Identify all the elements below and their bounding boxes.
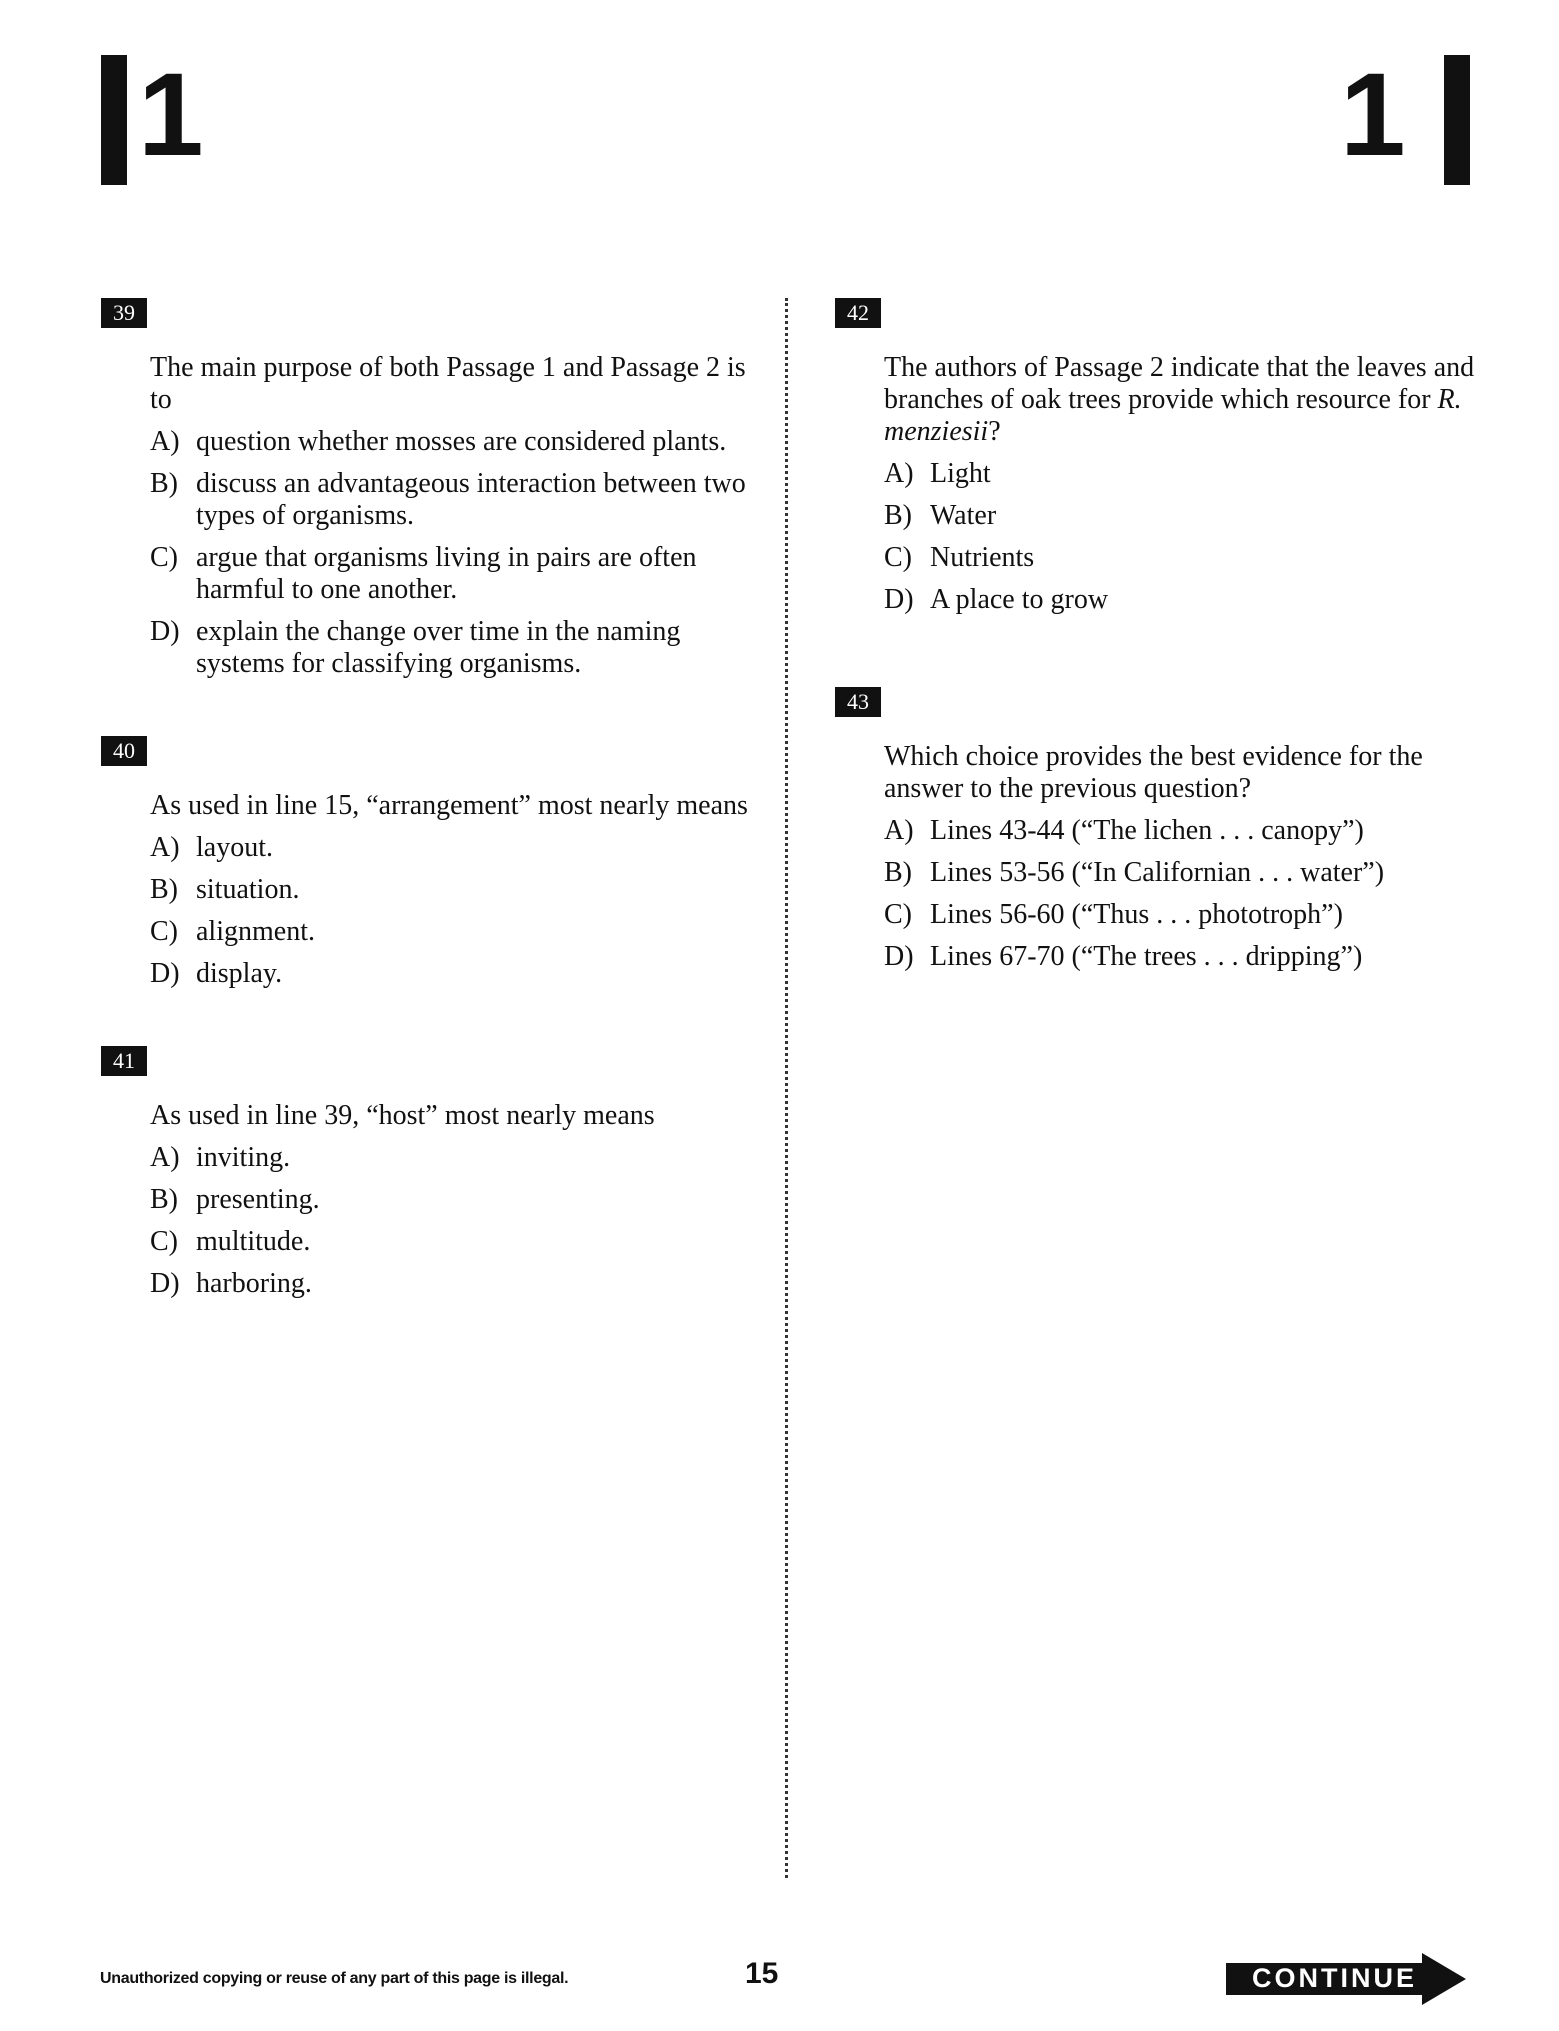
choice-text: Lines 53-56 (“In Californian . . . water”)	[930, 857, 1385, 888]
section-number-left: 1	[138, 49, 204, 181]
answer-choice-b[interactable]	[150, 468, 760, 532]
question-40	[101, 736, 790, 1000]
answer-choices	[884, 458, 1494, 616]
choice-text: Lines 67-70 (“The trees . . . dripping”)	[930, 941, 1363, 972]
choice-text: discuss an advantageous interaction between two types of organisms.	[196, 468, 746, 531]
choice-text: Nutrients	[930, 542, 1035, 573]
answer-choice-a[interactable]	[150, 832, 760, 864]
answer-choice-a[interactable]	[150, 1142, 760, 1174]
choice-letter: D)	[150, 1268, 180, 1299]
answer-choice-d[interactable]	[884, 941, 1494, 973]
choice-letter: B)	[150, 874, 178, 905]
answer-choice-c[interactable]	[150, 916, 760, 948]
answer-choices	[884, 815, 1494, 973]
choice-letter: B)	[150, 1184, 178, 1215]
choice-text: multitude.	[196, 1226, 311, 1257]
answer-choice-c[interactable]	[150, 542, 760, 606]
choice-letter: B)	[150, 468, 178, 499]
section-marker-bar-left	[101, 55, 127, 185]
question-number-badge: 42	[835, 298, 881, 328]
answer-choice-c[interactable]	[150, 1226, 760, 1258]
choice-letter: C)	[150, 916, 178, 947]
species-name: R. menziesii	[884, 384, 1462, 447]
answer-choice-c[interactable]	[884, 542, 1494, 574]
answer-choice-b[interactable]	[150, 874, 760, 906]
choice-letter: A)	[150, 1142, 180, 1173]
choice-letter: D)	[150, 616, 180, 647]
question-39	[101, 298, 760, 690]
answer-choice-b[interactable]	[150, 1184, 760, 1216]
choice-letter: C)	[150, 1226, 178, 1257]
stem-text-end: ?	[988, 416, 1001, 447]
question-stem: The main purpose of both Passage 1 and Passage 2 is to	[150, 352, 746, 415]
answer-choices	[150, 1142, 760, 1300]
answer-choice-d[interactable]	[884, 584, 1494, 616]
answer-choice-d[interactable]	[150, 958, 760, 990]
answer-choice-b[interactable]	[884, 857, 1494, 889]
choice-text: harboring.	[196, 1268, 312, 1299]
section-marker-bar-right	[1444, 55, 1470, 185]
choice-text: Water	[930, 500, 997, 531]
choice-text: presenting.	[196, 1184, 320, 1215]
choice-letter: D)	[884, 584, 914, 615]
choice-letter: A)	[884, 815, 914, 846]
question-41	[101, 1046, 760, 1310]
answer-choice-d[interactable]	[150, 1268, 760, 1300]
choice-text: Lines 43-44 (“The lichen . . . canopy”)	[930, 815, 1364, 846]
question-number-badge: 43	[835, 687, 881, 717]
choice-text: inviting.	[196, 1142, 291, 1173]
answer-choice-c[interactable]	[884, 899, 1494, 931]
answer-choices	[150, 426, 760, 680]
choice-letter: D)	[150, 958, 180, 989]
choice-letter: A)	[150, 832, 180, 863]
page-number: 15	[745, 1957, 779, 1990]
choice-letter: B)	[884, 500, 912, 531]
choice-text: alignment.	[196, 916, 315, 947]
choice-text: A place to grow	[930, 584, 1109, 615]
copyright-notice: Unauthorized copying or reuse of any part of this page is illegal.	[100, 1970, 569, 1987]
choice-letter: C)	[150, 542, 178, 573]
answer-choice-a[interactable]	[884, 458, 1494, 490]
answer-choice-d[interactable]	[150, 616, 760, 680]
question-number-badge: 39	[101, 298, 147, 328]
choice-letter: A)	[150, 426, 180, 457]
question-42	[835, 298, 1494, 626]
choice-letter: D)	[884, 941, 914, 972]
question-number-badge: 41	[101, 1046, 147, 1076]
choice-text: Light	[930, 458, 991, 489]
question-stem: As used in line 39, “host” most nearly means	[150, 1100, 655, 1131]
question-stem: Which choice provides the best evidence for the answer to the previous question?	[884, 741, 1423, 804]
stem-text: The authors of Passage 2 indicate that the leaves and branches of oak trees provide which resource for	[884, 352, 1475, 415]
continue-label: CONTINUE	[1252, 1963, 1417, 1993]
question-number-badge: 40	[101, 736, 147, 766]
choice-text: Lines 56-60 (“Thus . . . phototroph”)	[930, 899, 1343, 930]
answer-choice-b[interactable]	[884, 500, 1494, 532]
choice-text: explain the change over time in the naming systems for classifying organisms.	[196, 616, 681, 679]
continue-button[interactable]	[1226, 1953, 1468, 2005]
choice-letter: C)	[884, 899, 912, 930]
question-stem: As used in line 15, “arrangement” most nearly means	[150, 790, 748, 821]
answer-choice-a[interactable]	[884, 815, 1494, 847]
column-divider	[785, 298, 788, 1878]
choice-text: question whether mosses are considered plants.	[196, 426, 727, 457]
choice-text: argue that organisms living in pairs are often harmful to one another.	[196, 542, 697, 605]
choice-letter: B)	[884, 857, 912, 888]
section-number-right: 1	[1340, 49, 1406, 181]
answer-choice-a[interactable]	[150, 426, 760, 458]
choice-text: layout.	[196, 832, 273, 863]
choice-text: situation.	[196, 874, 300, 905]
answer-choices	[150, 832, 760, 990]
choice-letter: C)	[884, 542, 912, 573]
choice-text: display.	[196, 958, 283, 989]
question-43	[835, 687, 1494, 983]
choice-letter: A)	[884, 458, 914, 489]
question-stem	[884, 352, 1494, 448]
